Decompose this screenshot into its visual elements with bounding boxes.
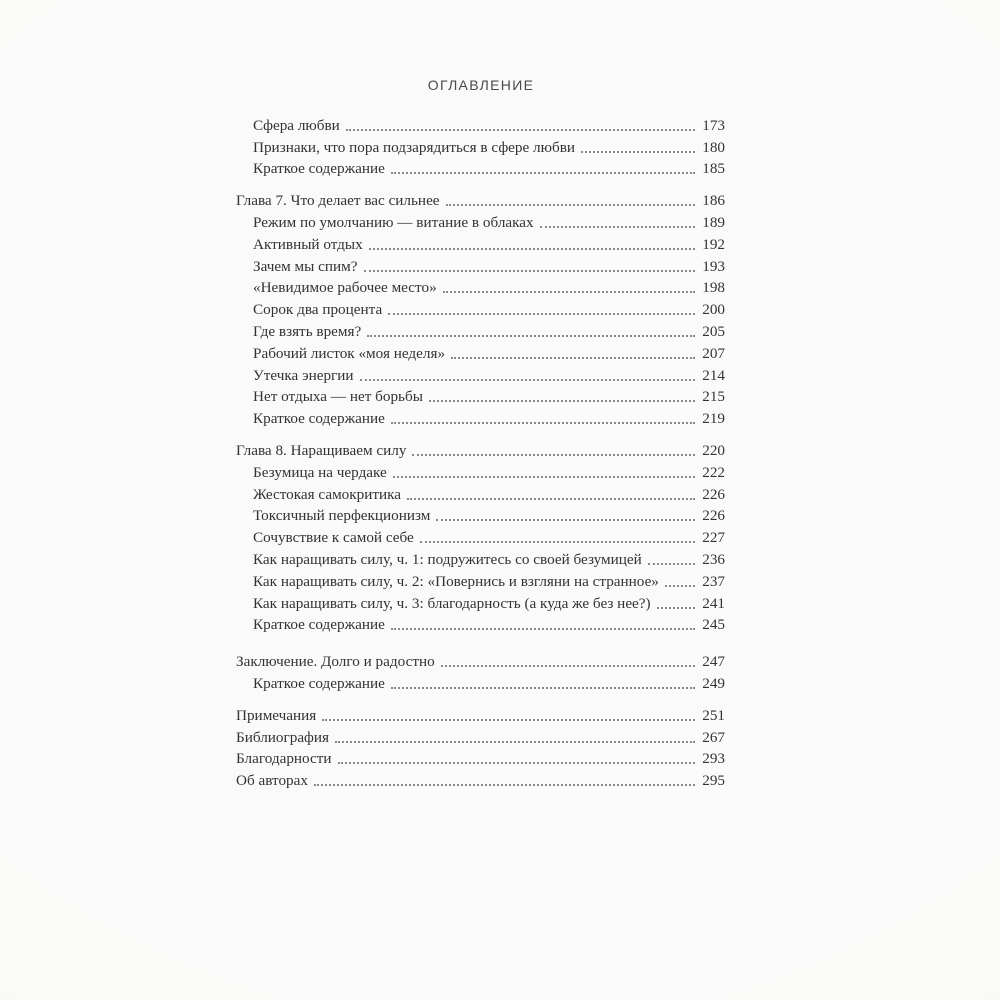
toc-dotted-leader: [441, 665, 696, 667]
toc-entry-page-number: 247: [702, 653, 725, 671]
toc-dotted-leader: [451, 357, 695, 359]
toc-dotted-leader: [391, 628, 695, 630]
toc-entry-title: Об авторах: [236, 772, 308, 790]
toc-entry: [236, 385, 725, 407]
toc-entry: [236, 297, 725, 319]
toc-entry-page-number: 220: [702, 441, 725, 459]
toc-entry-title: Краткое содержание: [253, 410, 385, 428]
toc-entry-page-number: 295: [702, 772, 725, 790]
toc-entry-page-number: 180: [702, 138, 725, 156]
toc-entry-page-number: 192: [702, 235, 725, 253]
toc-entry: [236, 157, 725, 179]
toc-dotted-leader: [335, 741, 695, 743]
toc-dotted-leader: [540, 226, 696, 228]
toc-entry-page-number: 205: [702, 322, 725, 340]
toc-list: [236, 113, 725, 790]
toc-dotted-leader: [314, 784, 695, 786]
toc-header-title: ОГЛАВЛЕНИЕ: [427, 77, 535, 93]
toc-entry-page-number: 198: [702, 279, 725, 297]
toc-entry: [236, 482, 725, 504]
toc-entry-title: Примечания: [236, 706, 317, 724]
toc-entry: [236, 671, 725, 693]
toc-entry: [236, 210, 725, 232]
toc-entry: [236, 438, 725, 460]
toc-entry: [236, 319, 725, 341]
toc-dotted-leader: [446, 204, 696, 206]
toc-entry-page-number: 185: [702, 160, 725, 178]
toc-entry: [236, 135, 725, 157]
toc-entry: [236, 254, 725, 276]
toc-entry-page-number: 173: [702, 116, 725, 134]
toc-entry-title: Краткое содержание: [253, 160, 385, 178]
toc-entry-page-number: 193: [702, 257, 725, 275]
toc-dotted-leader: [657, 607, 696, 609]
toc-entry-page-number: 200: [702, 301, 725, 319]
toc-entry-page-number: 267: [702, 728, 725, 746]
toc-dotted-leader: [412, 454, 695, 456]
toc-entry-page-number: 236: [702, 550, 725, 568]
toc-entry-title: Заключение. Долго и радостно: [236, 653, 435, 671]
toc-entry-title: Активный отдых: [253, 235, 363, 253]
toc-entry-page-number: 222: [702, 463, 725, 481]
toc-entry: [236, 341, 725, 363]
toc-entry-page-number: 237: [702, 572, 725, 590]
toc-entry-page-number: 207: [702, 344, 725, 362]
toc-dotted-leader: [665, 585, 695, 587]
toc-dotted-leader: [369, 248, 696, 250]
toc-entry-title: Сфера любви: [253, 116, 340, 134]
toc-dotted-leader: [364, 270, 696, 272]
toc-entry: [236, 113, 725, 135]
toc-entry-page-number: 245: [702, 616, 725, 634]
toc-entry: [236, 276, 725, 298]
toc-entry-page-number: 241: [702, 594, 725, 612]
toc-dotted-leader: [581, 151, 695, 153]
toc-entry-title: Где взять время?: [253, 322, 362, 340]
toc-entry-title: Рабочий листок «моя неделя»: [253, 344, 446, 362]
toc-entry-title: Краткое содержание: [253, 674, 385, 692]
toc-entry: [236, 725, 725, 747]
toc-dotted-leader: [407, 498, 695, 500]
toc-dotted-leader: [420, 541, 695, 543]
toc-entry: [236, 768, 725, 790]
toc-entry-title: «Невидимое рабочее место»: [253, 279, 437, 297]
toc-entry-title: Благодарности: [236, 750, 332, 768]
toc-entry-page-number: 215: [702, 388, 725, 406]
toc-entry-title: Нет отдыха — нет борьбы: [253, 388, 423, 406]
toc-entry-title: Как наращивать силу, ч. 2: «Повернись и взгляни на странное»: [253, 572, 659, 590]
toc-entry-page-number: 226: [702, 485, 725, 503]
toc-entry-title: Краткое содержание: [253, 616, 385, 634]
toc-entry: [236, 569, 725, 591]
toc-entry: [236, 703, 725, 725]
toc-entry-page-number: 226: [702, 507, 725, 525]
toc-entry-title: Токсичный перфекционизм: [253, 507, 431, 525]
toc-entry-title: Жестокая самокритика: [253, 485, 402, 503]
toc-dotted-leader: [436, 519, 695, 521]
toc-dotted-leader: [391, 172, 695, 174]
toc-dotted-leader: [338, 762, 696, 764]
toc-entry: [236, 613, 725, 635]
toc-entry-page-number: 227: [702, 529, 725, 547]
toc-dotted-leader: [367, 335, 695, 337]
toc-dotted-leader: [393, 476, 695, 478]
toc-entry-title: Сорок два процента: [253, 301, 383, 319]
toc-entry-page-number: 251: [702, 706, 725, 724]
toc-entry: [236, 504, 725, 526]
toc-dotted-leader: [648, 563, 695, 565]
toc-entry-title: Как наращивать силу, ч. 3: благодарность (а куда же без нее?): [253, 594, 651, 612]
toc-entry-page-number: 189: [702, 213, 725, 231]
toc-entry-title: Сочувствие к самой себе: [253, 529, 414, 547]
toc-entry: [236, 406, 725, 428]
toc-entry-page-number: 249: [702, 674, 725, 692]
toc-entry: [236, 232, 725, 254]
toc-dotted-leader: [391, 687, 695, 689]
toc-entry-page-number: 214: [702, 366, 725, 384]
toc-dotted-leader: [322, 719, 695, 721]
toc-entry-page-number: 186: [702, 192, 725, 210]
toc-entry-title: Утечка энергии: [253, 366, 354, 384]
toc-entry: [236, 460, 725, 482]
toc-entry-title: Признаки, что пора подзарядиться в сфере любви: [253, 138, 575, 156]
toc-entry-title: Как наращивать силу, ч. 1: подружитесь со своей безумицей: [253, 550, 642, 568]
toc-entry-title: Глава 7. Что делает вас сильнее: [236, 192, 440, 210]
toc-entry-title: Режим по умолчанию — витание в облаках: [253, 213, 534, 231]
toc-entry: [236, 363, 725, 385]
toc-entry: [236, 188, 725, 210]
toc-dotted-leader: [443, 291, 696, 293]
toc-dotted-leader: [388, 313, 695, 315]
toc-entry-page-number: 219: [702, 410, 725, 428]
toc-dotted-leader: [391, 422, 695, 424]
toc-entry-title: Глава 8. Наращиваем силу: [236, 441, 407, 459]
toc-entry: [236, 747, 725, 769]
toc-entry: [236, 591, 725, 613]
toc-entry-title: Зачем мы спим?: [253, 257, 358, 275]
toc-entry: [236, 649, 725, 671]
toc-entry: [236, 525, 725, 547]
toc-entry-title: Библиография: [236, 728, 330, 746]
toc-dotted-leader: [360, 379, 696, 381]
toc-dotted-leader: [346, 129, 695, 131]
toc-entry-page-number: 293: [702, 750, 725, 768]
toc-entry: [236, 547, 725, 569]
toc-entry-title: Безумица на чердаке: [253, 463, 387, 481]
toc-dotted-leader: [429, 400, 695, 402]
